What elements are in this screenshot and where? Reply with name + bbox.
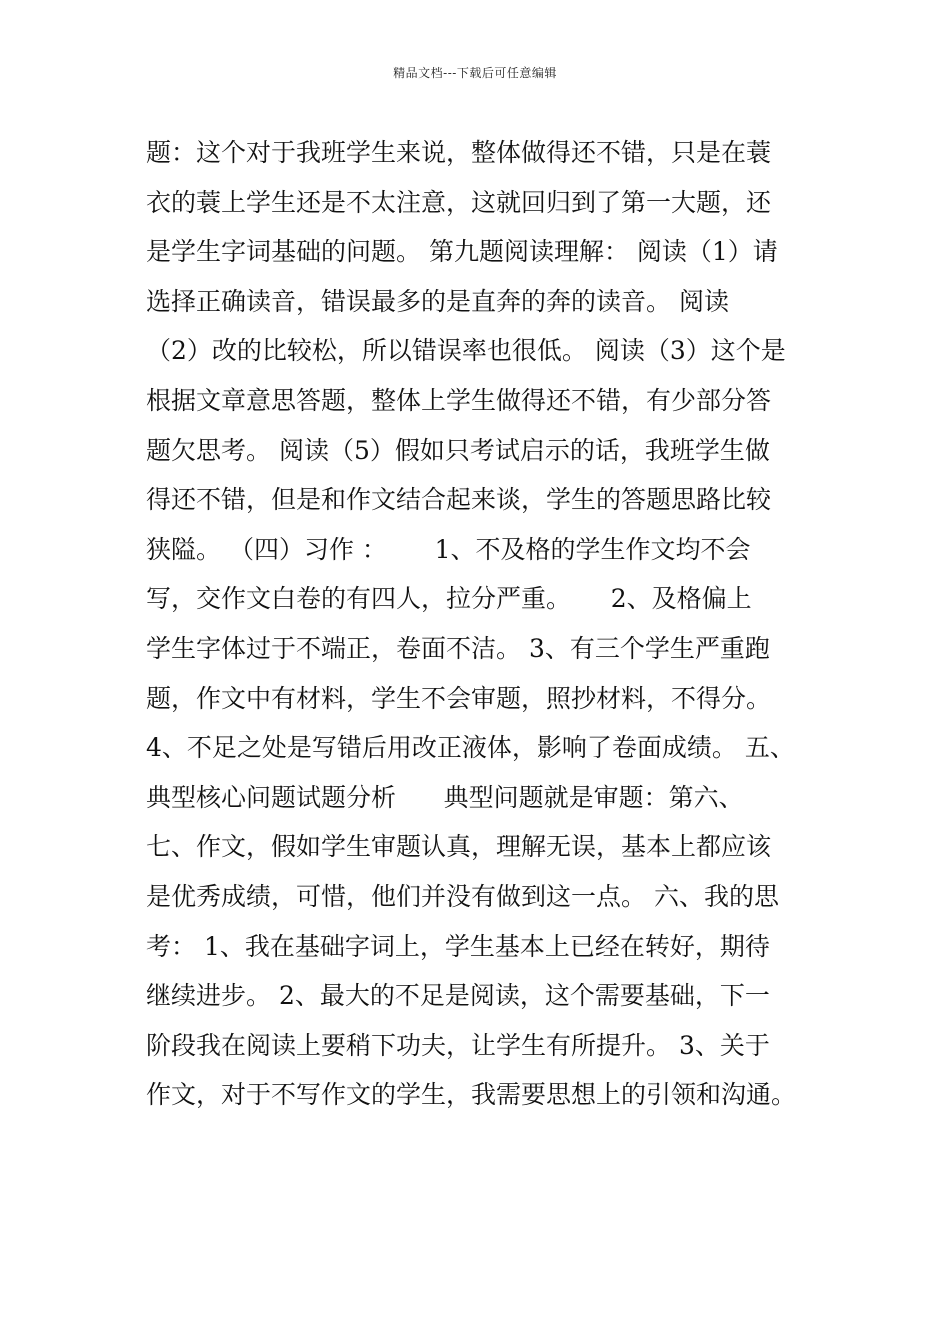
text-line: 是学生字词基础的问题。 第九题阅读理解： 阅读（1）请 (146, 237, 778, 267)
text-line: 七、作文，假如学生审题认真，理解无误，基本上都应该 (146, 832, 772, 862)
text-line: 4、不足之处是写错后用改正液体，影响了卷面成绩。 五、 (146, 733, 795, 763)
text-line: 题欠思考。 阅读（5）假如只考试启示的话，我班学生做 (146, 435, 770, 465)
text-line: 继续进步。 2、最大的不足是阅读，这个需要基础，下一 (146, 981, 770, 1011)
text-line: 学生字体过于不端正，卷面不洁。 3、有三个学生严重跑 (146, 633, 770, 663)
text-line: 阶段我在阅读上要稍下功夫，让学生有所提升。 3、关于 (146, 1030, 770, 1060)
text-line: 题：这个对于我班学生来说，整体做得还不错，只是在蓑 (146, 138, 772, 167)
text-line: 根据文章意思答题，整体上学生做得还不错，有少部分答 (146, 385, 772, 415)
text-line: 作文，对于不写作文的学生，我需要思想上的引领和沟通。 (146, 1080, 797, 1110)
text-line: 衣的蓑上学生还是不太注意，这就回归到了第一大题，还 (146, 187, 772, 217)
text-line: 典型核心问题试题分析 典型问题就是审题：第六、 (146, 782, 744, 812)
text-line: 考： 1、我在基础字词上，学生基本上已经在转好，期待 (146, 931, 770, 961)
text-line: 得还不错，但是和作文结合起来谈，学生的答题思路比较 (146, 485, 772, 515)
page-header: 精品文档---下载后可任意编辑 (393, 66, 557, 80)
text-line: （2）改的比较松，所以错误率也很低。 阅读（3）这个是 (146, 336, 786, 366)
text-line: 选择正确读音，错误最多的是直奔的奔的读音。 阅读 (146, 286, 729, 316)
text-line: 题，作文中有材料，学生不会审题，照抄材料，不得分。 (146, 683, 772, 713)
text-line: 是优秀成绩，可惜，他们并没有做到这一点。 六、我的思 (146, 881, 779, 911)
body-text (146, 128, 826, 1120)
text-line: 狭隘。 （四）习作 ： 1、不及格的学生作文均不会 (146, 534, 751, 564)
text-line: 写，交作文白卷的有四人，拉分严重。 2、及格偏上 (146, 584, 752, 614)
